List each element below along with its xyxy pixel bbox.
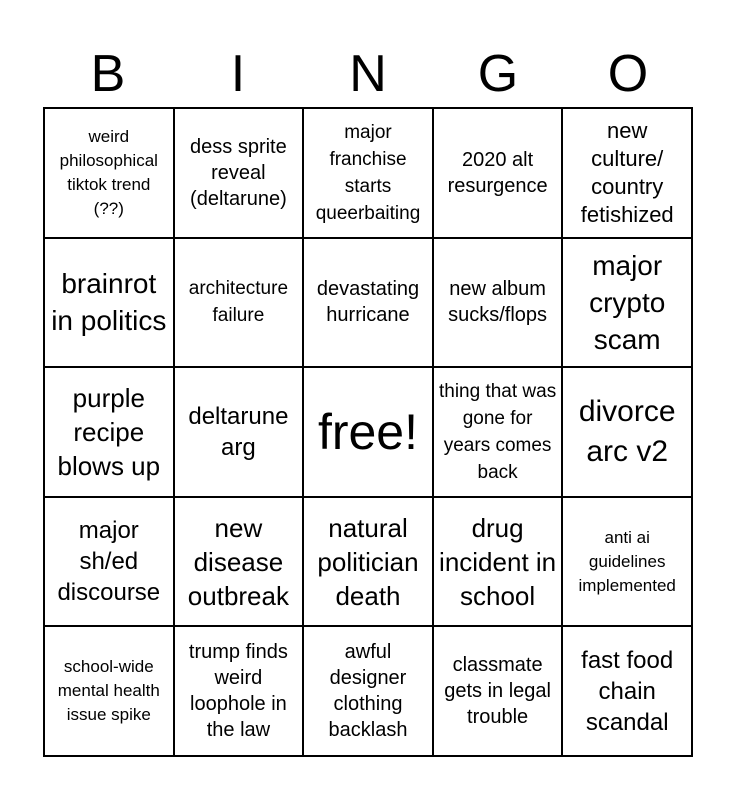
bingo-cell[interactable] [563, 239, 693, 369]
header-letter-b: B [90, 45, 126, 103]
bingo-cell[interactable] [434, 239, 564, 369]
cell-text: anti ai guidelines implemented [578, 527, 676, 595]
bingo-cell[interactable] [304, 498, 434, 628]
header-letter-n: N [349, 45, 387, 103]
cell-text: purple recipe blows up [57, 382, 161, 481]
cell-text: trump finds weird loophole in the law [188, 641, 288, 742]
bingo-cell[interactable] [304, 627, 434, 757]
cell-text: architecture failure [188, 278, 289, 327]
cell-text: major franchise starts queerbaiting [315, 121, 421, 224]
bingo-cell[interactable] [175, 239, 305, 369]
cell-text: fast food chain scandal [581, 646, 674, 736]
bingo-cell[interactable] [563, 498, 693, 628]
cell-text: thing that was gone for years comes back [438, 380, 557, 483]
cell-text: devastating hurricane [316, 278, 420, 327]
bingo-cell[interactable] [434, 498, 564, 628]
bingo-cell[interactable] [563, 368, 693, 498]
header-letter-o: O [607, 45, 649, 103]
bingo-cell[interactable] [45, 239, 175, 369]
cell-text: weird philosophical tiktok trend (??) [59, 126, 158, 218]
cell-text: dess sprite reveal (deltarune) [190, 135, 287, 210]
cell-text: awful designer clothing backlash [328, 641, 408, 742]
free-space-text: free! [317, 403, 419, 460]
free-space-cell[interactable] [304, 368, 434, 498]
cell-text: school-wide mental health issue spike [57, 657, 160, 725]
bingo-cell[interactable] [175, 627, 305, 757]
bingo-cell[interactable] [175, 498, 305, 628]
cell-text: divorce arc v2 [578, 394, 676, 468]
bingo-cell[interactable] [434, 368, 564, 498]
bingo-cell[interactable] [175, 368, 305, 498]
cell-text: natural politician death [317, 512, 419, 611]
cell-text: 2020 alt resurgence [447, 148, 548, 197]
cell-text: new album sucks/flops [448, 278, 548, 327]
cell-text: deltarune arg [188, 402, 289, 461]
bingo-cell[interactable] [563, 109, 693, 239]
cell-text: major crypto scam [589, 249, 666, 355]
cell-text: major sh/ed discourse [57, 517, 161, 607]
cell-text: new disease outbreak [187, 512, 289, 611]
bingo-cell[interactable] [45, 627, 175, 757]
header-letter-i: I [230, 45, 246, 103]
bingo-header [43, 42, 693, 106]
bingo-cell[interactable] [45, 109, 175, 239]
bingo-board [43, 107, 693, 757]
header-letter-g: G [477, 45, 519, 103]
bingo-cell[interactable] [434, 109, 564, 239]
cell-text: drug incident in school [439, 512, 557, 611]
bingo-cell[interactable] [45, 498, 175, 628]
bingo-cell[interactable] [434, 627, 564, 757]
cell-text: new culture/ country fetishized [580, 117, 674, 227]
cell-text: classmate gets in legal trouble [444, 654, 551, 729]
bingo-cell[interactable] [175, 109, 305, 239]
cell-text: brainrot in politics [51, 268, 167, 337]
bingo-cell[interactable] [304, 109, 434, 239]
bingo-cell[interactable] [563, 627, 693, 757]
bingo-cell[interactable] [45, 368, 175, 498]
bingo-cell[interactable] [304, 239, 434, 369]
